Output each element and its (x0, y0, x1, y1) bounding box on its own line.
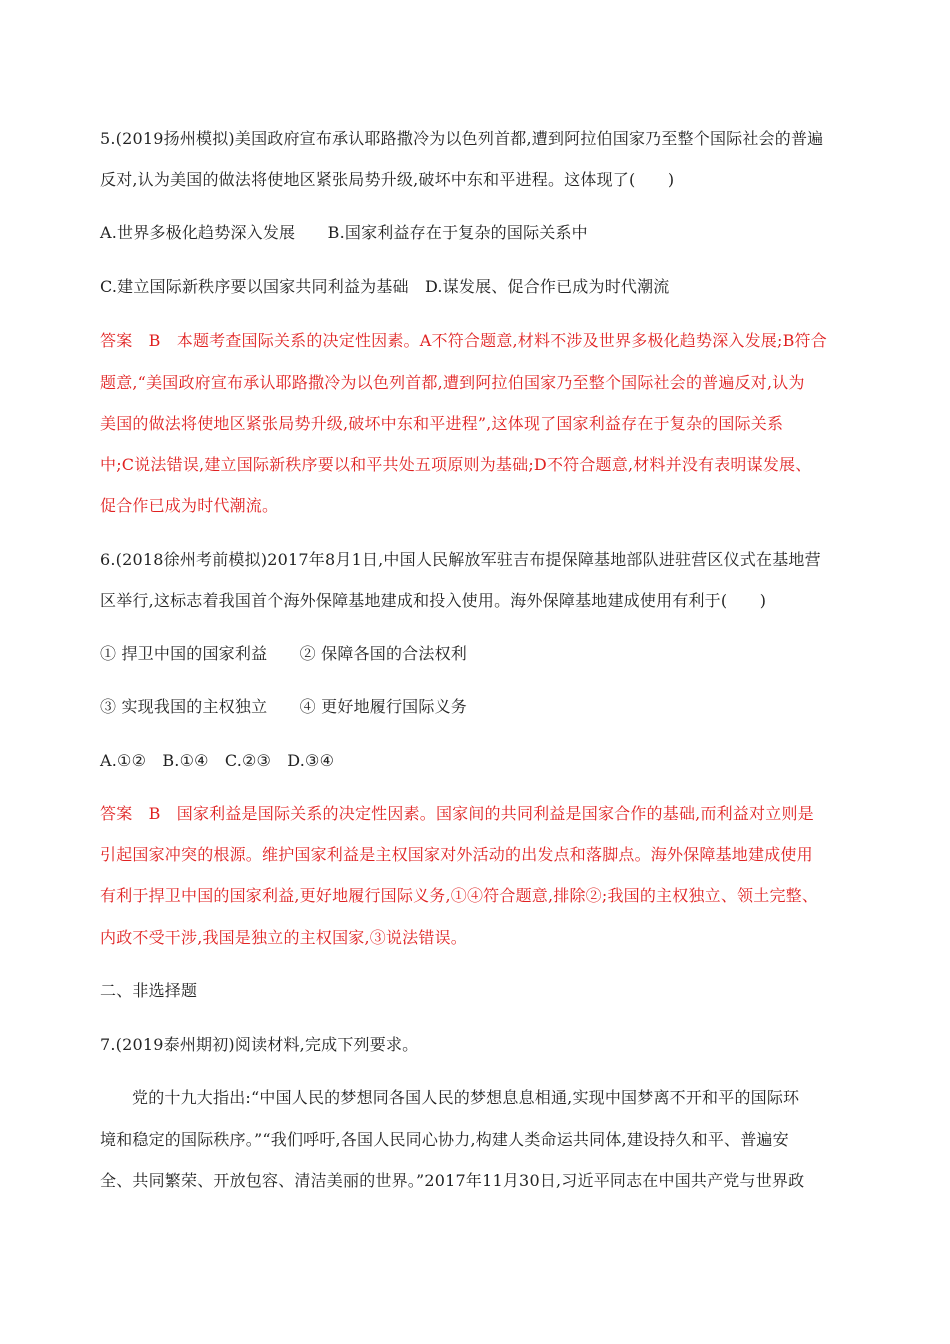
q7-material-line-3: 全、共同繁荣、开放包容、清洁美丽的世界。”2017年11月30日,习近平同志在中国共产党与世界政 (100, 1171, 805, 1190)
q7-stem: 7.(2019泰州期初)阅读材料,完成下列要求。 (100, 1035, 419, 1054)
q6-item-line-2: ③ 实现我国的主权独立 ④ 更好地履行国际义务 (100, 697, 467, 716)
q5-answer-line-5: 促合作已成为时代潮流。 (100, 496, 279, 515)
q6-options: A.①② B.①④ C.②③ D.③④ (100, 751, 335, 770)
q6-item-line-1: ① 捍卫中国的国家利益 ② 保障各国的合法权利 (100, 644, 467, 663)
q7-material-line-1: 党的十九大指出:“中国人民的梦想同各国人民的梦想息息相通,实现中国梦离不开和平的国际环 (132, 1088, 800, 1107)
q5-option-line-2: C.建立国际新秩序要以国家共同利益为基础 D.谋发展、促合作已成为时代潮流 (100, 277, 670, 296)
q6-answer-line-4: 内政不受干涉,我国是独立的主权国家,③说法错误。 (100, 928, 467, 947)
q5-stem-line-1: 5.(2019扬州模拟)美国政府宣布承认耶路撒冷为以色列首都,遭到阿拉伯国家乃至整个国际社会的普遍 (100, 129, 824, 148)
q6-answer-line-1: 答案 B 国家利益是国际关系的决定性因素。国家间的共同利益是国家合作的基础,而利益对立则是 (100, 804, 814, 823)
q6-answer-line-3: 有利于捍卫中国的国家利益,更好地履行国际义务,①④符合题意,排除②;我国的主权独立、领土完整、 (100, 886, 819, 905)
q5-answer-line-1: 答案 B 本题考查国际关系的决定性因素。A不符合题意,材料不涉及世界多极化趋势深入发展;B符合 (100, 331, 827, 350)
section-heading: 二、非选择题 (100, 981, 198, 1000)
q5-answer-line-2: 题意,“美国政府宣布承认耶路撒冷为以色列首都,遭到阿拉伯国家乃至整个国际社会的普遍反对,认为 (100, 373, 805, 392)
q6-stem-line-1: 6.(2018徐州考前模拟)2017年8月1日,中国人民解放军驻吉布提保障基地部队进驻营区仪式在基地营 (100, 550, 821, 569)
q5-answer-line-3: 美国的做法将使地区紧张局势升级,破坏中东和平进程”,这体现了国家利益存在于复杂的国际关系 (100, 414, 784, 433)
q5-option-line-1: A.世界多极化趋势深入发展 B.国家利益存在于复杂的国际关系中 (100, 223, 588, 242)
q7-material-line-2: 境和稳定的国际秩序。”“我们呼吁,各国人民同心协力,构建人类命运共同体,建设持久和平、普遍安 (100, 1130, 789, 1149)
q6-stem-line-2: 区举行,这标志着我国首个海外保障基地建成和投入使用。海外保障基地建成使用有利于( ) (100, 591, 767, 610)
q5-answer-line-4: 中;C说法错误,建立国际新秩序要以和平共处五项原则为基础;D不符合题意,材料并没有表明谋发展、 (100, 455, 812, 474)
q5-stem-line-2: 反对,认为美国的做法将使地区紧张局势升级,破坏中东和平进程。这体现了( ) (100, 170, 675, 189)
q6-answer-line-2: 引起国家冲突的根源。维护国家利益是主权国家对外活动的出发点和落脚点。海外保障基地建成使用 (100, 845, 813, 864)
